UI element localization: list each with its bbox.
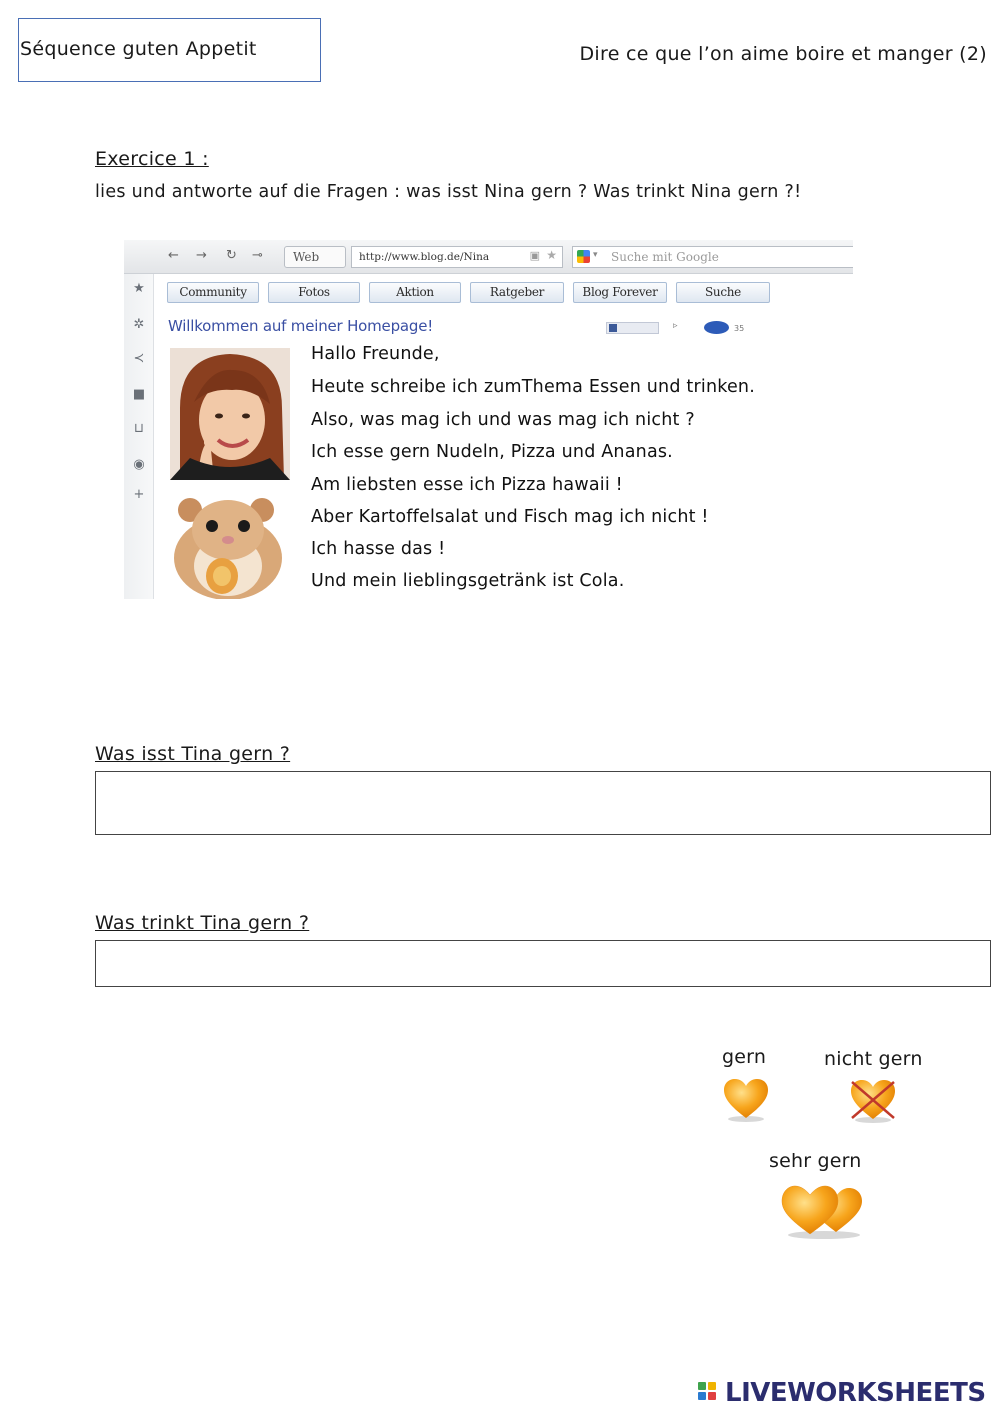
nina-photo [170, 348, 290, 480]
share-icon: ≺ [133, 351, 145, 366]
blog-line: Heute schreibe ich zumThema Essen und trinken. [311, 377, 755, 397]
blog-line: Am liebsten esse ich Pizza hawaii ! [311, 475, 623, 495]
comment-count: 35 [734, 324, 745, 333]
question-food-label: Was isst Tina gern ? [95, 743, 291, 765]
plus-icon: + [133, 487, 145, 502]
lesson-subtitle: Dire ce que l’on aime boire et manger (2) [579, 43, 987, 65]
exercise-title: Exercice 1 : [95, 148, 209, 170]
legend-sehr-gern-label: sehr gern [769, 1150, 862, 1172]
blog-line: Aber Kartoffelsalat und Fisch mag ich nicht ! [311, 507, 709, 527]
blog-line: Hallo Freunde, [311, 344, 440, 364]
reload-icon: ↻ [226, 248, 237, 263]
logo-square-icon [708, 1382, 716, 1390]
heart-icon [722, 1078, 770, 1122]
note-icon: ■ [132, 387, 146, 402]
blog-line: Also, was mag ich und was mag ich nicht ? [311, 410, 695, 430]
question-drink-label: Was trinkt Tina gern ? [95, 912, 310, 934]
bookmark-star-icon: ★ [133, 281, 145, 296]
legend-nicht-gern-label: nicht gern [824, 1048, 923, 1070]
u-icon: ⊔ [133, 421, 145, 436]
tab-community: Community [167, 282, 259, 303]
tab-suche: Suche [676, 282, 770, 303]
blog-line: Ich hasse das ! [311, 539, 446, 559]
facebook-like-button [606, 322, 659, 334]
logo-square-icon [698, 1382, 706, 1390]
logo-square-icon [708, 1392, 716, 1400]
browser-sidebar [124, 274, 154, 599]
forward-arrow-icon: → [196, 248, 207, 263]
blog-browser-image [124, 240, 853, 599]
search-field [572, 246, 853, 268]
share-count-icon: ▹ [673, 321, 678, 331]
web-button [284, 246, 346, 268]
logo-text: LIVEWORKSHEETS [725, 1378, 986, 1408]
answer-food-input[interactable] [95, 771, 991, 835]
answer-drink-input[interactable] [95, 940, 991, 987]
chevron-down-icon: ▾ [593, 250, 598, 260]
browser-toolbar [124, 240, 853, 274]
blog-line: Ich esse gern Nudeln, Pizza und Ananas. [311, 442, 673, 462]
tab-fotos: Fotos [268, 282, 360, 303]
tab-aktion: Aktion [369, 282, 461, 303]
url-field [351, 246, 563, 268]
liveworksheets-logo [698, 1378, 993, 1408]
legend-gern-label: gern [722, 1046, 767, 1068]
google-icon [577, 250, 590, 263]
crossed-heart-icon [846, 1078, 900, 1124]
url-text: http://www.blog.de/Nina [359, 251, 490, 263]
search-placeholder: Suche mit Google [611, 250, 719, 264]
comment-bubble-icon [704, 321, 729, 334]
exercise-instruction: lies und antworte auf die Fragen : was isst Nina gern ? Was trinkt Nina gern ?! [95, 182, 802, 202]
back-arrow-icon: ← [168, 248, 179, 263]
hamster-photo [170, 484, 288, 599]
sequence-title: Séquence guten Appetit [20, 38, 257, 60]
rss-icon: ▣ [529, 249, 540, 262]
web-button-label: Web [293, 250, 320, 264]
circle-icon: ◉ [133, 457, 145, 472]
star-icon: ★ [546, 248, 557, 262]
tab-ratgeber: Ratgeber [470, 282, 564, 303]
double-heart-icon [780, 1184, 866, 1240]
facebook-icon [609, 324, 617, 332]
gear-icon: ✲ [133, 317, 145, 332]
logo-square-icon [698, 1392, 706, 1400]
key-icon: ⊸ [252, 248, 263, 263]
welcome-heading: Willkommen auf meiner Homepage! [168, 317, 434, 335]
blog-line: Und mein lieblingsgetränk ist Cola. [311, 571, 625, 591]
tab-blog-forever: Blog Forever [573, 282, 667, 303]
